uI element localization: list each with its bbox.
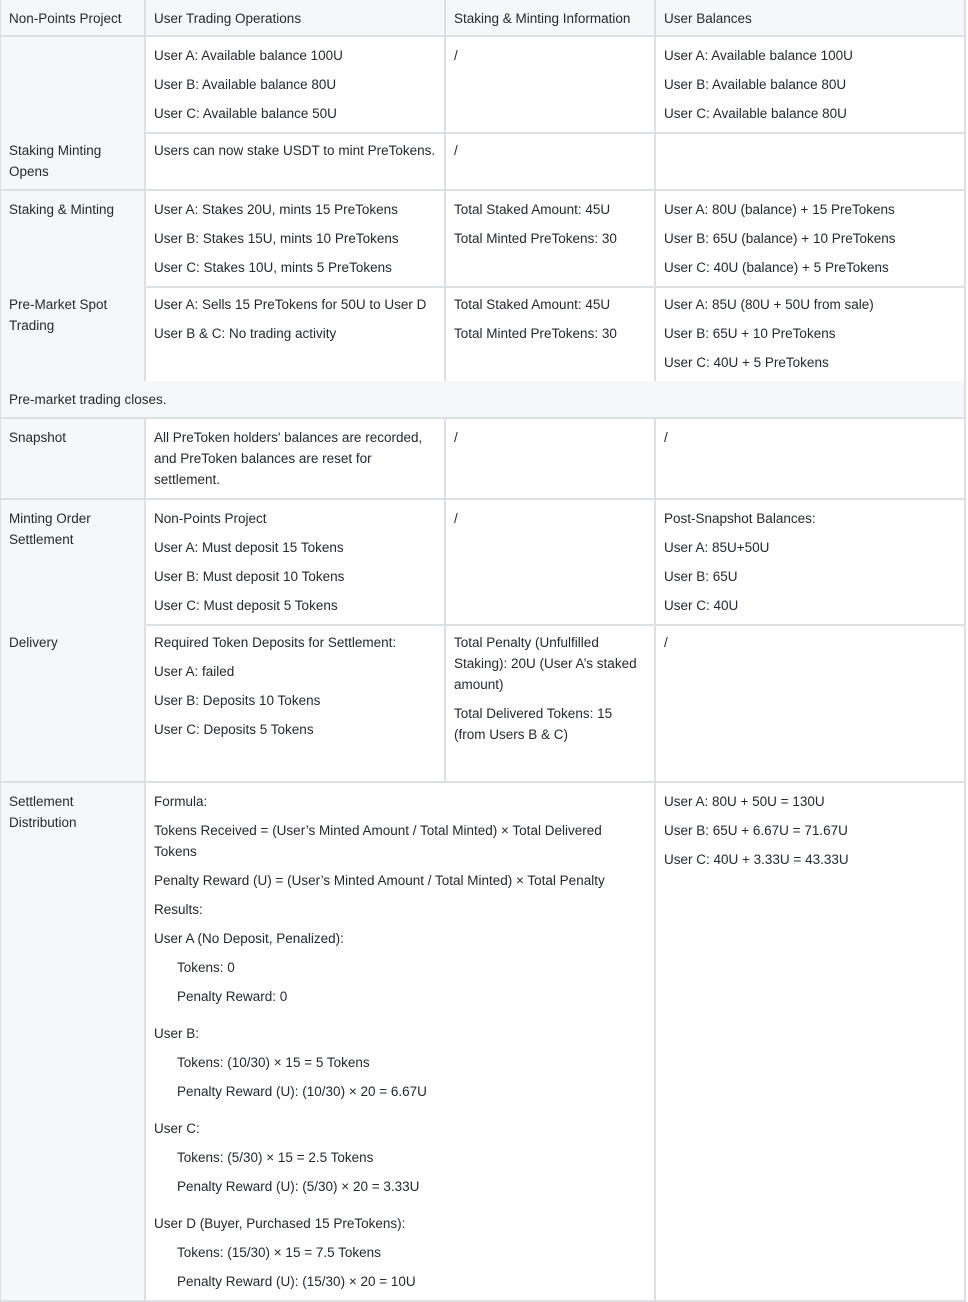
balance-line: / [664, 635, 668, 650]
balances-cell [656, 500, 966, 626]
info-line: Total Staked Amount: 45U [454, 297, 611, 312]
info-line: Total Delivered Tokens: 15 (from Users B & C) [454, 706, 613, 742]
info-line: Total Minted PreTokens: 30 [454, 231, 617, 246]
ops-line: User C: Available balance 50U [154, 106, 337, 121]
balance-line: User A: 80U (balance) + 15 PreTokens [664, 202, 895, 217]
info-cell [446, 286, 656, 383]
info-line: / [454, 511, 458, 526]
table-row [0, 783, 966, 1289]
info-line: / [454, 143, 458, 158]
table-row [0, 191, 966, 286]
results-title: Results: [154, 902, 203, 917]
user-result-title: User C: [154, 1121, 200, 1136]
header-cell: User Balances [656, 0, 966, 37]
user-result-tokens: Tokens: (10/30) × 15 = 5 Tokens [177, 1055, 370, 1070]
info-cell [446, 191, 656, 288]
ops-line: User A: failed [154, 664, 235, 679]
balance-line: User C: Available balance 80U [664, 106, 847, 121]
balance-line: User A: Available balance 100U [664, 48, 853, 63]
balance-line: User B: Available balance 80U [664, 77, 847, 92]
balance-line: User A: 85U (80U + 50U from sale) [664, 297, 874, 312]
user-result-reward: Penalty Reward (U): (15/30) × 20 = 10U [177, 1274, 416, 1289]
info-line: / [454, 430, 458, 445]
balance-line: User A: 85U+50U [664, 540, 770, 555]
settlement-formula-cell [146, 783, 656, 1302]
user-result-tokens: Tokens: 0 [177, 960, 235, 975]
info-line: Total Minted PreTokens: 30 [454, 326, 617, 341]
balance-line: / [664, 430, 668, 445]
info-line: / [454, 48, 458, 63]
ops-line: Users can now stake USDT to mint PreTokens. [154, 143, 436, 158]
balance-line: User C: 40U + 5 PreTokens [664, 355, 829, 370]
banner-row [0, 381, 966, 419]
user-result-title: User D (Buyer, Purchased 15 PreTokens): [154, 1216, 406, 1231]
balances-cell [656, 783, 966, 1302]
table-row [0, 419, 966, 500]
table-row [0, 500, 966, 624]
info-cell [446, 624, 656, 783]
info-cell [446, 132, 656, 191]
ops-line: User B: Stakes 15U, mints 10 PreTokens [154, 231, 399, 246]
table-row [0, 286, 966, 381]
user-result-reward: Penalty Reward (U): (5/30) × 20 = 3.33U [177, 1179, 420, 1194]
balance-line: User A: 80U + 50U = 130U [664, 794, 825, 809]
ops-line: User A: Stakes 20U, mints 15 PreTokens [154, 202, 398, 217]
user-result-tokens: Tokens: (5/30) × 15 = 2.5 Tokens [177, 1150, 374, 1165]
balance-line: User C: 40U (balance) + 5 PreTokens [664, 260, 889, 275]
user-result-reward: Penalty Reward (U): (10/30) × 20 = 6.67U [177, 1084, 427, 1099]
user-result-title: User B: [154, 1026, 200, 1041]
balance-line: User C: 40U [664, 598, 739, 613]
row-label: Staking & Minting [0, 191, 146, 288]
formula-line: Tokens Received = (User’s Minted Amount / Total Minted) × Total Delivered Tokens [154, 823, 602, 859]
ops-line: User C: Must deposit 5 Tokens [154, 598, 338, 613]
ops-line: User B: Deposits 10 Tokens [154, 693, 321, 708]
user-result-reward: Penalty Reward: 0 [177, 989, 288, 1004]
table-row [0, 624, 966, 783]
user-result-tokens: Tokens: (15/30) × 15 = 7.5 Tokens [177, 1245, 381, 1260]
table-row [0, 132, 966, 191]
ops-line: User C: Stakes 10U, mints 5 PreTokens [154, 260, 392, 275]
row-label [0, 37, 146, 134]
header-cell: Staking & Minting Information [446, 0, 656, 37]
row-label: Staking Minting Opens [0, 132, 146, 191]
balances-cell [656, 132, 966, 191]
user-result-title: User A (No Deposit, Penalized): [154, 931, 344, 946]
balance-line: User B: 65U + 6.67U = 71.67U [664, 823, 848, 838]
ops-cell [146, 624, 446, 783]
info-line: Total Penalty (Unfulfilled Staking): 20U (User A’s staked amount) [454, 635, 637, 692]
balance-line: User C: 40U + 3.33U = 43.33U [664, 852, 849, 867]
formula-title: Formula: [154, 794, 208, 809]
banner-text: Pre-market trading closes. [0, 381, 966, 419]
ops-cell [146, 286, 446, 383]
ops-line: User A: Sells 15 PreTokens for 50U to User D [154, 297, 427, 312]
info-line: Total Staked Amount: 45U [454, 202, 611, 217]
row-label: Settlement Distribution [0, 783, 146, 1302]
ops-line: User B: Available balance 80U [154, 77, 337, 92]
balances-cell [656, 37, 966, 134]
ops-cell [146, 37, 446, 134]
row-label: Snapshot [0, 419, 146, 500]
balances-cell [656, 624, 966, 783]
balance-line: User B: 65U [664, 569, 738, 584]
info-cell [446, 500, 656, 626]
ops-line: User A: Available balance 100U [154, 48, 343, 63]
table-row [0, 37, 966, 132]
row-label: Minting Order Settlement [0, 500, 146, 626]
balance-line: User B: 65U (balance) + 10 PreTokens [664, 231, 896, 246]
balances-cell [656, 286, 966, 383]
ops-line: User B & C: No trading activity [154, 326, 337, 341]
info-cell [446, 419, 656, 500]
row-label: Pre-Market Spot Trading [0, 286, 146, 383]
balances-cell [656, 419, 966, 500]
header-cell: Non-Points Project [0, 0, 146, 37]
balance-line: User B: 65U + 10 PreTokens [664, 326, 836, 341]
ops-cell [146, 419, 446, 500]
ops-line: User B: Must deposit 10 Tokens [154, 569, 345, 584]
info-cell [446, 37, 656, 134]
table-header [0, 0, 966, 37]
ops-cell [146, 132, 446, 191]
row-label: Delivery [0, 624, 146, 783]
ops-cell [146, 500, 446, 626]
ops-line: Required Token Deposits for Settlement: [154, 635, 397, 650]
ops-line: User C: Deposits 5 Tokens [154, 722, 314, 737]
balances-cell [656, 191, 966, 288]
ops-line: User A: Must deposit 15 Tokens [154, 540, 344, 555]
ops-cell [146, 191, 446, 288]
formula-line: Penalty Reward (U) = (User’s Minted Amount / Total Minted) × Total Penalty [154, 873, 605, 888]
header-cell: User Trading Operations [146, 0, 446, 37]
ops-line: Non-Points Project [154, 511, 267, 526]
ops-line: All PreToken holders' balances are recorded, and PreToken balances are reset for settlement. [154, 430, 423, 487]
balance-line: Post-Snapshot Balances: [664, 511, 816, 526]
